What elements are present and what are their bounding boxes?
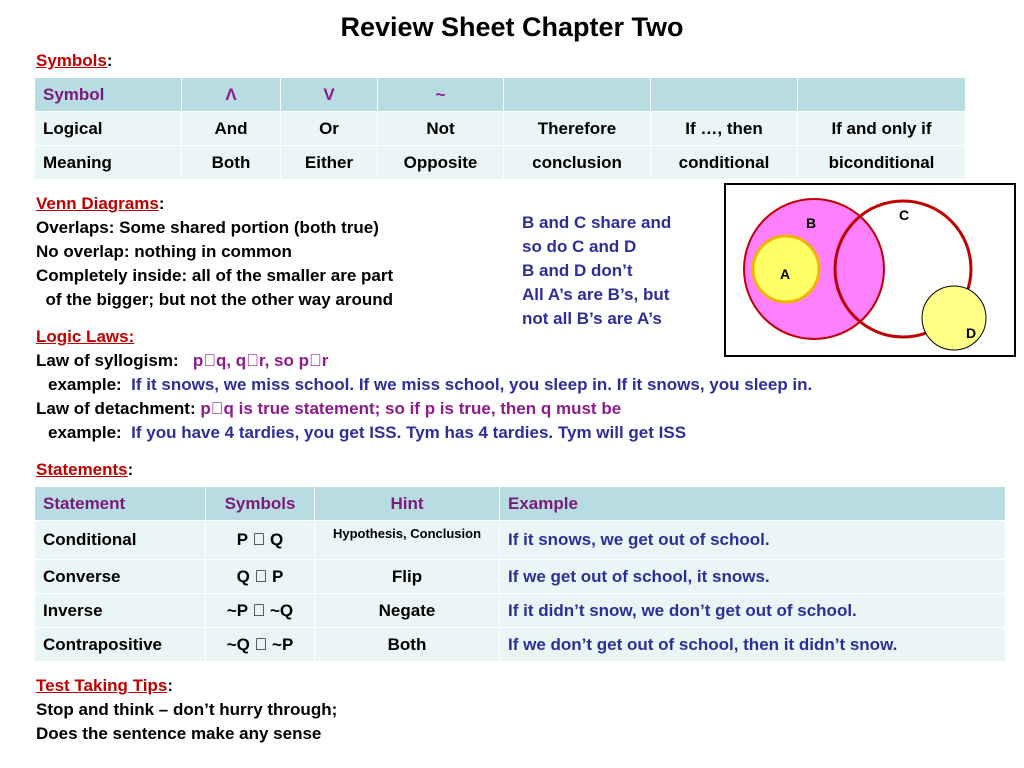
venn-line: Overlaps: Some shared portion (both true) <box>36 218 379 237</box>
conditional-symbol <box>651 78 798 112</box>
venn-note: B and D don’t <box>522 261 633 280</box>
example-label: example: <box>48 423 122 442</box>
venn-note: B and C share and <box>522 213 672 232</box>
venn-heading <box>36 194 165 214</box>
statements-table <box>34 486 1006 662</box>
logic-heading-text: Logic Laws: <box>36 327 135 346</box>
tip-line: Stop and think – don’t hurry through; <box>36 700 338 719</box>
venn-heading-colon: : <box>158 194 165 213</box>
table-cell: Not <box>378 112 504 146</box>
table-row <box>35 521 1006 560</box>
statement-cell: Inverse <box>35 594 206 628</box>
table-cell: If …, then <box>651 112 798 146</box>
therefore-symbol <box>504 78 651 112</box>
symbols-cell: ~Q ~P <box>206 628 315 662</box>
table-cell: conditional <box>651 146 798 180</box>
table-row <box>35 594 1006 628</box>
statements-heading-colon: : <box>127 460 134 479</box>
hint-cell: Negate <box>315 594 500 628</box>
label-c: C <box>898 207 910 223</box>
tips-heading-text: Test Taking Tips <box>36 676 168 695</box>
circle-d <box>922 286 986 350</box>
tips-heading <box>36 676 173 696</box>
or-symbol: V <box>281 78 378 112</box>
table-cell: Therefore <box>504 112 651 146</box>
statements-heading-text: Statements <box>36 460 128 479</box>
tips-heading-colon: : <box>167 676 173 695</box>
table-cell: biconditional <box>798 146 966 180</box>
syllogism-example: If it snows, we miss school. If we miss school, you sleep in. If it snows, you sleep in. <box>131 375 813 394</box>
syllogism-example-line <box>48 373 812 397</box>
column-header: Statement <box>35 487 206 521</box>
table-cell: And <box>182 112 281 146</box>
label-a: A <box>779 266 791 282</box>
table-row <box>35 560 1006 594</box>
symbols-heading-text: Symbols <box>36 51 107 70</box>
statement-cell: Conditional <box>35 521 206 560</box>
syllogism-formula: p q, q r, so p r <box>192 351 305 370</box>
symbols-logical-row <box>35 112 966 146</box>
hint-cell: Both <box>315 628 500 662</box>
symbols-heading <box>36 51 113 71</box>
detachment-label: Law of detachment: <box>36 399 196 418</box>
not-symbol: ~ <box>378 78 504 112</box>
symbols-header-cell: Symbol <box>35 78 182 112</box>
detachment-example-line <box>48 421 686 445</box>
table-row <box>35 628 1006 662</box>
syllogism-line <box>36 349 328 373</box>
detachment-formula: p q is true statement; so if p is true, then q must be <box>200 399 614 418</box>
symbols-header-row <box>35 78 966 112</box>
column-header: Hint <box>315 487 500 521</box>
syllogism-label: Law of syllogism: <box>36 351 179 370</box>
statement-cell: Contrapositive <box>35 628 206 662</box>
table-cell: Both <box>182 146 281 180</box>
statement-cell: Converse <box>35 560 206 594</box>
detachment-line <box>36 397 621 421</box>
hint-cell: Hypothesis, Conclusion <box>315 521 500 560</box>
symbols-heading-colon: : <box>106 51 113 70</box>
column-header: Symbols <box>206 487 315 521</box>
table-cell: If and only if <box>798 112 966 146</box>
symbols-meaning-row <box>35 146 966 180</box>
table-cell: Opposite <box>378 146 504 180</box>
logic-heading <box>36 327 134 347</box>
venn-note: All A’s are B’s, but <box>522 285 670 304</box>
biconditional-symbol <box>798 78 966 112</box>
symbols-table <box>34 77 966 180</box>
venn-note: so do C and D <box>522 237 637 256</box>
symbols-cell: ~P ~Q <box>206 594 315 628</box>
and-symbol: Λ <box>182 78 281 112</box>
table-cell: Meaning <box>35 146 182 180</box>
statements-header-row <box>35 487 1006 521</box>
table-cell: Or <box>281 112 378 146</box>
venn-heading-text: Venn Diagrams <box>36 194 159 213</box>
venn-line: No overlap: nothing in common <box>36 242 292 261</box>
venn-note: not all B’s are A’s <box>522 309 662 328</box>
venn-line: Completely inside: all of the smaller are part <box>36 266 394 285</box>
table-cell: Logical <box>35 112 182 146</box>
example-label: example: <box>48 375 122 394</box>
page-title: Review Sheet Chapter Two <box>340 12 684 42</box>
table-cell: Either <box>281 146 378 180</box>
example-cell: If we get out of school, it snows. <box>500 560 1006 594</box>
venn-svg <box>726 185 1014 355</box>
tip-line: Does the sentence make any sense <box>36 724 322 743</box>
statements-heading <box>36 460 133 480</box>
symbols-cell: P Q <box>206 521 315 560</box>
detachment-example: If you have 4 tardies, you get ISS. Tym has 4 tardies. Tym will get ISS <box>131 423 687 442</box>
venn-line: of the bigger; but not the other way around <box>36 290 393 309</box>
table-cell: conclusion <box>504 146 651 180</box>
column-header: Example <box>500 487 1006 521</box>
symbols-cell: Q P <box>206 560 315 594</box>
label-d: D <box>965 325 977 341</box>
example-cell: If it snows, we get out of school. <box>500 521 1006 560</box>
example-cell: If it didn’t snow, we don’t get out of school. <box>500 594 1006 628</box>
label-b: B <box>805 215 817 231</box>
example-cell: If we don’t get out of school, then it didn’t snow. <box>500 628 1006 662</box>
venn-diagram <box>724 183 1016 357</box>
hint-cell: Flip <box>315 560 500 594</box>
